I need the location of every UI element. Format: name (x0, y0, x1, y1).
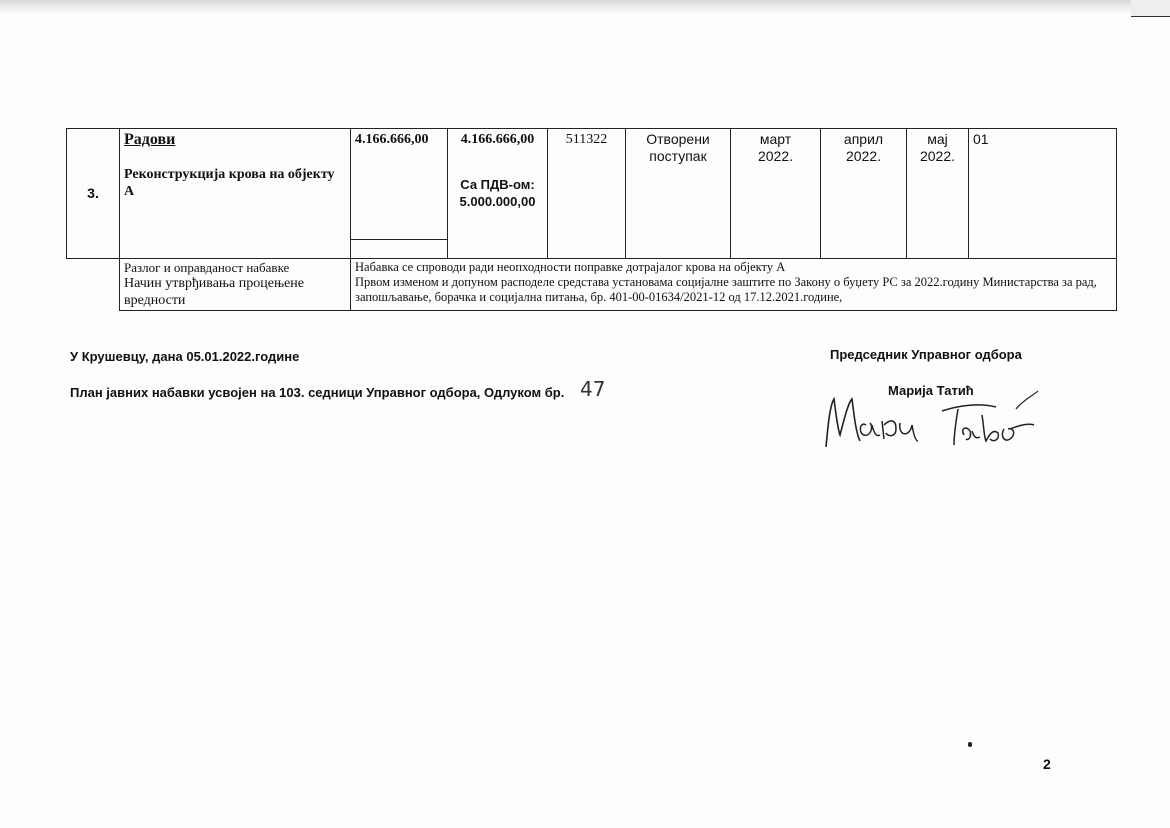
start-year: 2022. (757, 148, 794, 164)
end-month-cell (907, 129, 969, 259)
subject-cell (120, 129, 351, 259)
category-title: Радови (124, 131, 176, 148)
page-number: 2 (1043, 756, 1051, 772)
reason-texts (351, 259, 1117, 311)
row-number: 3. (67, 129, 120, 259)
end-year: 2022. (919, 148, 956, 164)
value-without-vat: 4.166.666,00 (460, 132, 535, 147)
reason-labels (120, 259, 351, 311)
handwritten-decision-number: 47 (580, 377, 606, 401)
start-month: март (759, 131, 792, 147)
funding-code: 01 (969, 129, 1117, 259)
table-row (67, 259, 1117, 311)
vat-label: Са ПДВ-ом: (460, 177, 535, 192)
ink-dot (968, 742, 972, 747)
reason-label: Разлог и оправданост набавке (124, 260, 290, 275)
procurement-table (66, 128, 1117, 311)
reason-text: Набавка се спроводи ради неопходности поправке дотрајалог крова на објекту А (355, 260, 786, 274)
start-month-cell (731, 129, 821, 259)
vat-value: 5.000.000,00 (459, 194, 536, 209)
contract-month: април (843, 131, 884, 147)
method-label: Начин утврђивања процењене вредности (124, 276, 304, 308)
account-number: 511322 (548, 129, 626, 259)
subject-text: Реконструкција крова на објекту А (124, 167, 335, 199)
signature (820, 385, 1040, 455)
table-row (67, 129, 1117, 240)
estimated-value: 4.166.666,00 (351, 129, 448, 240)
contract-month-cell (821, 129, 907, 259)
scan-edge (0, 0, 1170, 14)
president-title: Председник Управног одбора (830, 347, 1022, 362)
contract-year: 2022. (845, 148, 882, 164)
method-text: Првом изменом и допуном расподеле средстава установама социјалне заштите по Закону о буџету РС за 2022.годину Министарства за рад, запошљавање, борачка и социјална питања, бр. 401-00-01634/2021-12 од 17.12.2021.године, (355, 275, 1097, 304)
adoption-note: План јавних набавки усвојен на 103. седници Управног одбора, Одлуком бр. (70, 385, 565, 400)
empty-cell (67, 259, 120, 311)
place-date: У Крушевцу, дана 05.01.2022.године (70, 349, 300, 364)
scan-corner (1131, 0, 1170, 17)
president-name: Марија Татић (888, 383, 974, 398)
value-with-vat-cell (448, 129, 548, 259)
empty-cell (351, 239, 448, 258)
end-month: мај (927, 131, 948, 147)
procedure-type: Отворени поступак (626, 129, 731, 259)
